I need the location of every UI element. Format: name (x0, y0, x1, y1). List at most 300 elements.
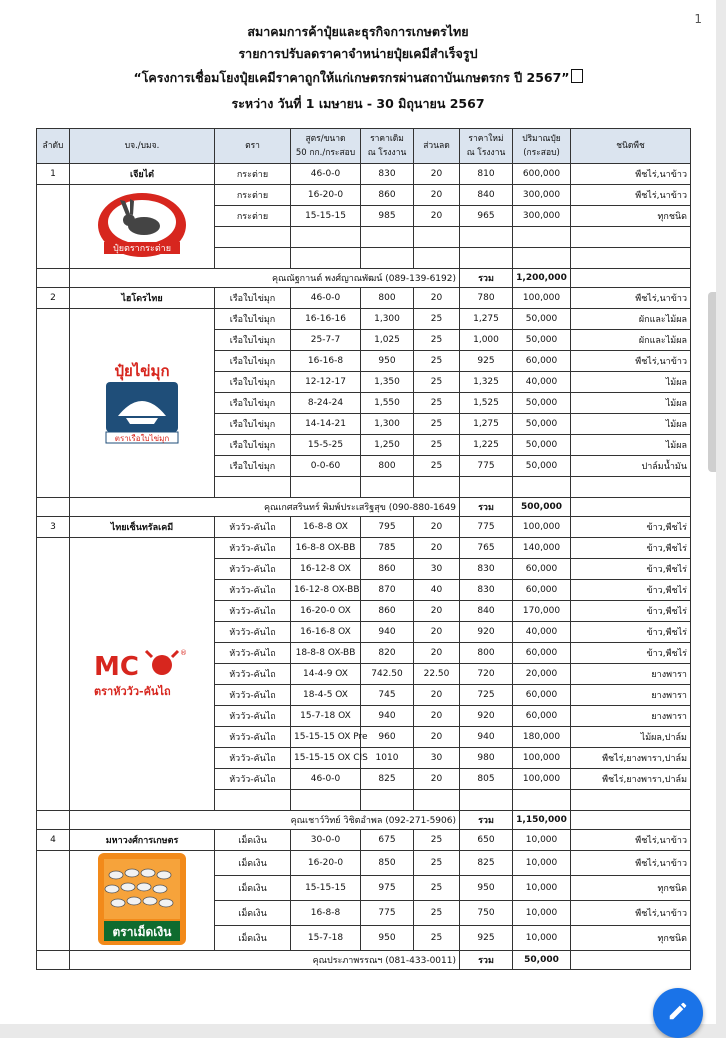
page-number: 1 (694, 12, 702, 26)
discount-cell: 25 (414, 435, 460, 456)
brand-cell: เรือใบไข่มุก (215, 372, 291, 393)
crop-cell: ยางพารา (571, 685, 691, 706)
svg-text:MC: MC (94, 651, 139, 682)
summary-row (37, 269, 691, 288)
col-new-price (460, 129, 513, 164)
new-price-cell: 925 (460, 351, 513, 372)
company-name: ไทยเซ็นทรัลเคมี (70, 517, 215, 538)
table-row (37, 309, 691, 330)
col-old-line1: ราคาเดิม (370, 134, 404, 144)
crop-cell (571, 227, 691, 248)
contact-person: คุณเกศสรินทร์ พิมพ์ประเสริฐสุข (090-880-1649 (70, 498, 460, 517)
old-price-cell: 1,300 (361, 309, 414, 330)
discount-cell: 25 (414, 851, 460, 876)
crop-cell: พืชไร่,นาข้าว (571, 851, 691, 876)
svg-text:ตราหัววัว-คันไถ: ตราหัววัว-คันไถ (94, 684, 171, 698)
new-price-cell: 800 (460, 643, 513, 664)
new-price-cell (460, 248, 513, 269)
formula-cell: 15-7-18 (291, 926, 361, 951)
formula-cell: 15-15-15 (291, 206, 361, 227)
price-table (36, 128, 691, 970)
quantity-cell: 60,000 (513, 685, 571, 706)
old-price-cell: 1,025 (361, 330, 414, 351)
table-header-row (37, 129, 691, 164)
old-price-cell: 675 (361, 830, 414, 851)
crop-cell: ไม้ผล (571, 393, 691, 414)
svg-text:ตราเม็ดเงิน: ตราเม็ดเงิน (112, 925, 172, 939)
quantity-cell: 50,000 (513, 330, 571, 351)
old-price-cell (361, 227, 414, 248)
formula-cell: 18-4-5 OX (291, 685, 361, 706)
brand-cell: เม็ดเงิน (215, 926, 291, 951)
table-row (37, 538, 691, 559)
old-price-cell: 775 (361, 901, 414, 926)
col-quantity (513, 129, 571, 164)
new-price-cell: 775 (460, 517, 513, 538)
new-price-cell: 1,225 (460, 435, 513, 456)
edit-fab-button[interactable] (653, 988, 703, 1038)
order-empty-cell (37, 538, 70, 811)
formula-cell: 8-24-24 (291, 393, 361, 414)
total-label: รวม (460, 269, 513, 288)
summary-empty-cell (571, 498, 691, 517)
order-number: 4 (37, 830, 70, 851)
quantity-cell (513, 227, 571, 248)
crop-cell (571, 790, 691, 811)
new-price-cell: 725 (460, 685, 513, 706)
svg-text:®: ® (180, 648, 187, 657)
crop-cell: ไม้ผล (571, 414, 691, 435)
new-price-cell: 980 (460, 748, 513, 769)
formula-cell: 15-5-25 (291, 435, 361, 456)
summary-empty-cell (571, 951, 691, 970)
summary-empty-cell (571, 811, 691, 830)
old-price-cell: 825 (361, 769, 414, 790)
quantity-cell: 10,000 (513, 830, 571, 851)
crop-cell: พืชไร่,นาข้าว (571, 185, 691, 206)
brand-cell: เม็ดเงิน (215, 901, 291, 926)
crop-cell (571, 477, 691, 498)
brand-cell: หัววัว-คันไถ (215, 664, 291, 685)
company-logo-cell (70, 185, 215, 269)
brand-cell: เรือใบไข่มุก (215, 393, 291, 414)
quantity-cell: 100,000 (513, 288, 571, 309)
crop-cell: พืชไร่,นาข้าว (571, 288, 691, 309)
crop-cell: พืชไร่,นาข้าว (571, 830, 691, 851)
table-row (37, 830, 691, 851)
brand-cell: เม็ดเงิน (215, 830, 291, 851)
company-logo-cell (70, 538, 215, 811)
col-brand: ตรา (215, 129, 291, 164)
svg-text:ปุ๋ยไข่มุก: ปุ๋ยไข่มุก (114, 361, 170, 380)
brand-cell: หัววัว-คันไถ (215, 601, 291, 622)
crop-cell: พืชไร่,นาข้าว (571, 351, 691, 372)
quantity-cell: 170,000 (513, 601, 571, 622)
discount-cell: 30 (414, 748, 460, 769)
period-title: ระหว่าง วันที่ 1 เมษายน - 30 มิถุนายน 2567 (231, 96, 485, 111)
old-price-cell: 820 (361, 643, 414, 664)
old-price-cell (361, 477, 414, 498)
col-crop: ชนิดพืช (571, 129, 691, 164)
order-empty-cell (37, 309, 70, 498)
brand-cell: หัววัว-คันไถ (215, 538, 291, 559)
brand-cell (215, 248, 291, 269)
company-name: ไฮโดรไทย (70, 288, 215, 309)
old-price-cell: 860 (361, 601, 414, 622)
brand-cell: กระต่าย (215, 206, 291, 227)
new-price-cell (460, 227, 513, 248)
new-price-cell: 775 (460, 456, 513, 477)
crop-cell: ข้าว,พืชไร่ (571, 643, 691, 664)
formula-cell: 15-7-18 OX (291, 706, 361, 727)
crop-cell: ข้าว,พืชไร่ (571, 580, 691, 601)
old-price-cell: 975 (361, 876, 414, 901)
table-row (37, 185, 691, 206)
discount-cell: 20 (414, 769, 460, 790)
formula-cell (291, 227, 361, 248)
old-price-cell: 960 (361, 727, 414, 748)
formula-cell: 46-0-0 (291, 288, 361, 309)
discount-cell (414, 477, 460, 498)
discount-cell: 30 (414, 559, 460, 580)
discount-cell: 20 (414, 622, 460, 643)
quantity-cell: 20,000 (513, 664, 571, 685)
contact-person: คุณประภาพรรณฯ (081-433-0011) (70, 951, 460, 970)
col-old-price (361, 129, 414, 164)
crop-cell: ผักและไม้ผล (571, 330, 691, 351)
formula-cell: 30-0-0 (291, 830, 361, 851)
pearl-boat-logo (100, 360, 184, 444)
quantity-cell: 50,000 (513, 456, 571, 477)
formula-cell: 12-12-17 (291, 372, 361, 393)
discount-cell: 20 (414, 517, 460, 538)
discount-cell: 25 (414, 414, 460, 435)
quantity-cell: 10,000 (513, 876, 571, 901)
formula-cell: 16-16-8 (291, 351, 361, 372)
old-price-cell: 850 (361, 851, 414, 876)
discount-cell: 25 (414, 393, 460, 414)
summary-empty-cell (37, 498, 70, 517)
quantity-cell: 50,000 (513, 393, 571, 414)
new-price-cell: 920 (460, 622, 513, 643)
quantity-cell (513, 790, 571, 811)
table-row (37, 288, 691, 309)
col-new-line1: ราคาใหม่ (468, 134, 504, 144)
quantity-cell: 40,000 (513, 372, 571, 393)
brand-cell (215, 477, 291, 498)
new-price-cell: 780 (460, 288, 513, 309)
formula-cell: 46-0-0 (291, 769, 361, 790)
formula-cell: 16-16-16 (291, 309, 361, 330)
company-name: เจียไต๋ (70, 164, 215, 185)
discount-cell: 25 (414, 926, 460, 951)
discount-cell: 20 (414, 685, 460, 706)
discount-cell: 20 (414, 706, 460, 727)
brand-cell: หัววัว-คันไถ (215, 517, 291, 538)
order-empty-cell (37, 185, 70, 269)
quantity-cell: 600,000 (513, 164, 571, 185)
box-glyph (571, 69, 583, 83)
list-title: รายการปรับลดราคาจำหน่ายปุ๋ยเคมีสำเร็จรูป (238, 46, 478, 61)
new-price-cell (460, 790, 513, 811)
summary-row (37, 951, 691, 970)
discount-cell: 25 (414, 330, 460, 351)
quantity-cell: 180,000 (513, 727, 571, 748)
new-price-cell: 1,525 (460, 393, 513, 414)
formula-cell: 14-4-9 OX (291, 664, 361, 685)
formula-cell: 46-0-0 (291, 164, 361, 185)
discount-cell: 20 (414, 206, 460, 227)
formula-cell: 16-16-8 OX (291, 622, 361, 643)
crop-cell: ทุกชนิด (571, 926, 691, 951)
brand-cell (215, 790, 291, 811)
crop-cell: พืชไร่,ยางพารา,ปาล์ม (571, 748, 691, 769)
scrollbar-handle[interactable] (708, 292, 716, 472)
col-formula-line1: สูตร/ขนาด (305, 134, 346, 144)
col-qty-line1: ปริมาณปุ๋ย (522, 134, 561, 144)
discount-cell: 25 (414, 876, 460, 901)
old-price-cell: 800 (361, 456, 414, 477)
new-price-cell: 750 (460, 901, 513, 926)
old-price-cell: 785 (361, 538, 414, 559)
quantity-cell: 300,000 (513, 206, 571, 227)
old-price-cell: 950 (361, 351, 414, 372)
new-price-cell: 1,000 (460, 330, 513, 351)
formula-cell (291, 477, 361, 498)
formula-cell: 16-12-8 OX (291, 559, 361, 580)
discount-cell: 20 (414, 601, 460, 622)
old-price-cell: 1,300 (361, 414, 414, 435)
discount-cell: 20 (414, 164, 460, 185)
brand-cell: หัววัว-คันไถ (215, 706, 291, 727)
crop-cell: ยางพารา (571, 706, 691, 727)
formula-cell: 16-8-8 (291, 901, 361, 926)
col-order: ลำดับ (37, 129, 70, 164)
new-price-cell: 920 (460, 706, 513, 727)
new-price-cell: 810 (460, 164, 513, 185)
formula-cell (291, 248, 361, 269)
old-price-cell: 1,550 (361, 393, 414, 414)
brand-cell: กระต่าย (215, 164, 291, 185)
brand-cell: หัววัว-คันไถ (215, 559, 291, 580)
discount-cell: 25 (414, 309, 460, 330)
col-company: บจ./บมจ. (70, 129, 215, 164)
formula-cell: 16-20-0 OX (291, 601, 361, 622)
brand-cell: หัววัว-คันไถ (215, 685, 291, 706)
total-label: รวม (460, 811, 513, 830)
new-price-cell: 825 (460, 851, 513, 876)
discount-cell: 20 (414, 288, 460, 309)
new-price-cell: 765 (460, 538, 513, 559)
project-title (0, 68, 716, 88)
old-price-cell: 940 (361, 706, 414, 727)
total-quantity: 1,150,000 (513, 811, 571, 830)
summary-row (37, 811, 691, 830)
crop-cell: ผักและไม้ผล (571, 309, 691, 330)
discount-cell: 25 (414, 901, 460, 926)
quantity-cell: 10,000 (513, 926, 571, 951)
crop-cell: ปาล์มน้ำมัน (571, 456, 691, 477)
old-price-cell: 742.50 (361, 664, 414, 685)
association-title: สมาคมการค้าปุ๋ยและธุรกิจการเกษตรไทย (247, 24, 469, 39)
brand-cell: เรือใบไข่มุก (215, 414, 291, 435)
new-price-cell: 830 (460, 559, 513, 580)
discount-cell: 20 (414, 727, 460, 748)
summary-empty-cell (37, 811, 70, 830)
col-formula (291, 129, 361, 164)
formula-cell (291, 790, 361, 811)
rabbit-brand-logo (96, 192, 188, 258)
quantity-cell: 100,000 (513, 517, 571, 538)
brand-cell: กระต่าย (215, 185, 291, 206)
crop-cell: ทุกชนิด (571, 206, 691, 227)
old-price-cell: 950 (361, 926, 414, 951)
crop-cell: พืชไร่,ยางพารา,ปาล์ม (571, 769, 691, 790)
col-formula-line2: 50 กก./กระสอบ (295, 148, 356, 158)
quantity-cell: 50,000 (513, 309, 571, 330)
brand-cell: เรือใบไข่มุก (215, 288, 291, 309)
brand-cell: เรือใบไข่มุก (215, 351, 291, 372)
total-label: รวม (460, 951, 513, 970)
brand-cell: หัววัว-คันไถ (215, 643, 291, 664)
new-price-cell: 965 (460, 206, 513, 227)
col-new-line2: ณ โรงงาน (466, 148, 506, 158)
new-price-cell: 940 (460, 727, 513, 748)
quantity-cell: 300,000 (513, 185, 571, 206)
old-price-cell (361, 248, 414, 269)
crop-cell: ไม้ผล,ปาล์ม (571, 727, 691, 748)
crop-cell: ข้าว,พืชไร่ (571, 517, 691, 538)
total-quantity: 1,200,000 (513, 269, 571, 288)
project-title-text: “โครงการเชื่อมโยงปุ๋ยเคมีราคาถูกให้แก่เกษตรกรผ่านสถาบันเกษตรกร ปี 2567” (133, 70, 570, 85)
crop-cell: ข้าว,พืชไร่ (571, 559, 691, 580)
discount-cell: 20 (414, 643, 460, 664)
new-price-cell: 925 (460, 926, 513, 951)
new-price-cell: 840 (460, 185, 513, 206)
crop-cell: ข้าว,พืชไร่ (571, 538, 691, 559)
discount-cell (414, 790, 460, 811)
col-old-line2: ณ โรงงาน (367, 148, 407, 158)
new-price-cell: 830 (460, 580, 513, 601)
discount-cell: 40 (414, 580, 460, 601)
pencil-edit-icon (667, 1000, 689, 1022)
summary-empty-cell (571, 269, 691, 288)
brand-cell: เรือใบไข่มุก (215, 309, 291, 330)
quantity-cell: 60,000 (513, 559, 571, 580)
quantity-cell: 50,000 (513, 435, 571, 456)
old-price-cell: 1,350 (361, 372, 414, 393)
old-price-cell: 860 (361, 559, 414, 580)
total-quantity: 500,000 (513, 498, 571, 517)
discount-cell: 20 (414, 538, 460, 559)
brand-cell: เม็ดเงิน (215, 876, 291, 901)
old-price-cell (361, 790, 414, 811)
old-price-cell: 860 (361, 185, 414, 206)
formula-cell: 16-12-8 OX-BB (291, 580, 361, 601)
new-price-cell: 805 (460, 769, 513, 790)
brand-cell: หัววัว-คันไถ (215, 622, 291, 643)
company-name: มหาวงศ์การเกษตร (70, 830, 215, 851)
order-number: 1 (37, 164, 70, 185)
formula-cell: 18-8-8 OX-BB (291, 643, 361, 664)
summary-empty-cell (37, 269, 70, 288)
formula-cell: 16-8-8 OX-BB (291, 538, 361, 559)
quantity-cell: 100,000 (513, 748, 571, 769)
svg-text:ตราเรือใบไข่มุก: ตราเรือใบไข่มุก (114, 433, 170, 443)
quantity-cell: 60,000 (513, 580, 571, 601)
old-price-cell: 745 (361, 685, 414, 706)
old-price-cell: 985 (361, 206, 414, 227)
table-row (37, 517, 691, 538)
discount-cell (414, 227, 460, 248)
brand-cell: เม็ดเงิน (215, 851, 291, 876)
table-row (37, 164, 691, 185)
brand-cell: เรือใบไข่มุก (215, 435, 291, 456)
discount-cell: 20 (414, 185, 460, 206)
contact-person: คุณณัฐกานต์ พงศ์ญาณพัฒน์ (089-139-6192) (70, 269, 460, 288)
brand-cell: เรือใบไข่มุก (215, 456, 291, 477)
old-price-cell: 940 (361, 622, 414, 643)
formula-cell: 14-14-21 (291, 414, 361, 435)
brand-cell: เรือใบไข่มุก (215, 330, 291, 351)
discount-cell: 25 (414, 351, 460, 372)
crop-cell (571, 248, 691, 269)
brand-cell: หัววัว-คันไถ (215, 748, 291, 769)
total-quantity: 50,000 (513, 951, 571, 970)
quantity-cell (513, 477, 571, 498)
quantity-cell: 60,000 (513, 643, 571, 664)
brand-cell: หัววัว-คันไถ (215, 580, 291, 601)
company-logo-cell (70, 309, 215, 498)
quantity-cell: 60,000 (513, 351, 571, 372)
new-price-cell (460, 477, 513, 498)
col-qty-line2: (กระสอบ) (523, 148, 560, 158)
discount-cell: 25 (414, 372, 460, 393)
brand-cell (215, 227, 291, 248)
table-row (37, 851, 691, 876)
crop-cell: ทุกชนิด (571, 876, 691, 901)
crop-cell: ข้าว,พืชไร่ (571, 601, 691, 622)
quantity-cell: 50,000 (513, 414, 571, 435)
summary-empty-cell (37, 951, 70, 970)
order-empty-cell (37, 851, 70, 951)
old-price-cell: 800 (361, 288, 414, 309)
crop-cell: ไม้ผล (571, 435, 691, 456)
quantity-cell: 100,000 (513, 769, 571, 790)
discount-cell: 22.50 (414, 664, 460, 685)
new-price-cell: 950 (460, 876, 513, 901)
discount-cell: 25 (414, 830, 460, 851)
old-price-cell: 1010 (361, 748, 414, 769)
order-number: 3 (37, 517, 70, 538)
silver-seed-logo (96, 851, 188, 947)
crop-cell: ยางพารา (571, 664, 691, 685)
formula-cell: 15-15-15 (291, 876, 361, 901)
brand-cell: หัววัว-คันไถ (215, 727, 291, 748)
order-number: 2 (37, 288, 70, 309)
quantity-cell (513, 248, 571, 269)
old-price-cell: 795 (361, 517, 414, 538)
new-price-cell: 840 (460, 601, 513, 622)
formula-cell: 0-0-60 (291, 456, 361, 477)
formula-cell: 16-8-8 OX (291, 517, 361, 538)
old-price-cell: 830 (361, 164, 414, 185)
crop-cell: พืชไร่,นาข้าว (571, 901, 691, 926)
quantity-cell: 10,000 (513, 901, 571, 926)
contact-person: คุณเชาว์วิทย์ วิชิตอำพล (092-271-5906) (70, 811, 460, 830)
formula-cell: 25-7-7 (291, 330, 361, 351)
new-price-cell: 1,275 (460, 309, 513, 330)
